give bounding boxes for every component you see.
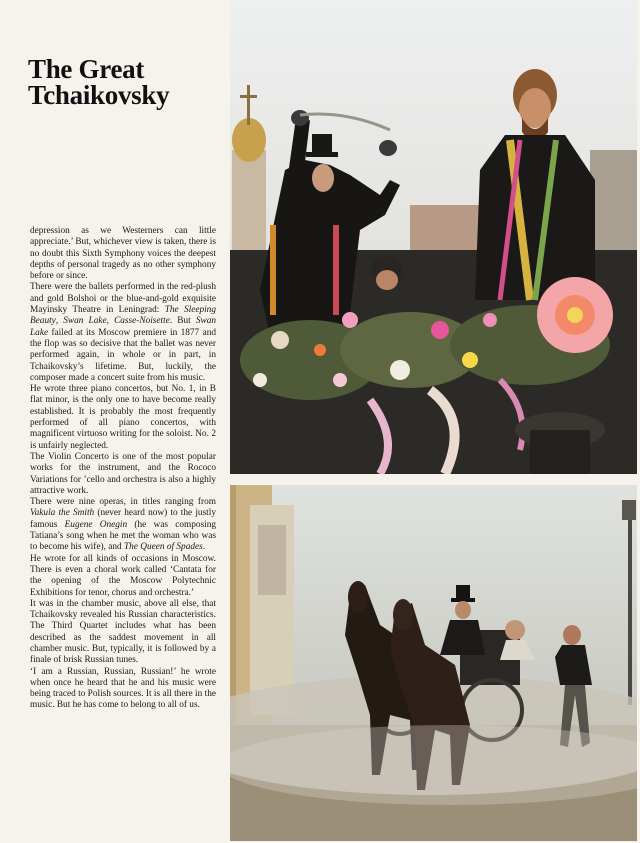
italic-title-text: The Sleeping Beauty (30, 305, 216, 327)
article-body (30, 226, 216, 712)
italic-title-text: Eugene Onegin (64, 519, 128, 530)
paragraph-text: He wrote three piano concertos, but No. 1, in B flat minor, is the only one to have become really established. It is probably the most frequently performed of all piano concertos, with magnificent virtuoso writing for the soloist. No. 2 is unfairly neglected. (30, 384, 216, 451)
paragraph-text: There were the ballets performed in the red-plush and gold Bolshoi or the blue-and-gold exquisite Mayinsky Theatre in Leningrad: (30, 282, 216, 316)
paragraph-text: (never heard now) to the justly famous (30, 508, 216, 530)
article-title (28, 54, 218, 111)
article-title-line-1: The Great (28, 54, 145, 85)
horse-carriage-image (230, 485, 637, 841)
photo-horse-carriage (230, 485, 637, 841)
italic-title-text: The Queen of Spades (123, 542, 203, 553)
paragraph-text: There were nine operas, in titles ranging from (30, 497, 216, 508)
article-paragraph (30, 384, 216, 452)
paragraph-text: (he was composing Tatiana’s song when he met the woman who was to become his wife), and (30, 519, 216, 553)
article-paragraph (30, 452, 216, 497)
italic-title-text: Swan Lake (30, 316, 216, 338)
paragraph-text: The Violin Concerto is one of the most popular works for the instrument, and the Rococo Variations for ’cello and orchestra is also a highly attractive work. (30, 451, 216, 496)
italic-title-text: Vakula the Smith (30, 508, 95, 519)
flower-carriage-image (230, 0, 637, 474)
paragraph-text: failed at its Moscow premiere in 1877 and the flop was so decisive that the ballet was never performed again, in whole or in part, in Tchaikovsky’s lifetime. But, luckily, the composer made a concert suite from his music. (30, 327, 216, 383)
article-paragraph (30, 599, 216, 667)
paragraph-text: It was in the chamber music, above all else, that Tchaikovsky revealed his Russian characteristics. The Third Quartet includes what has been described as the saddest movement in all chamber music. But, typically, it is followed by a finale of brisk Russian tunes. (30, 598, 216, 666)
paragraph-text: ‘I am a Russian, Russian, Russian!’ he wrote when once he heard that he and his music were being traced to Polish sources. It is all there in the music. But he has come to belong to all of us. (30, 666, 216, 711)
article-paragraph (30, 282, 216, 384)
paragraph-text: , (55, 316, 64, 327)
paragraph-text: , (106, 316, 115, 327)
italic-title-text: Swan Lake (63, 316, 107, 327)
paragraph-text: depression as we Westerners can little appreciate.’ But, whichever view is taken, there is no doubt this Sixth Symphony voices the deepest depths of personal tragedy as no other symphony before or since. (30, 226, 216, 282)
article-paragraph (30, 554, 216, 599)
article-paragraph (30, 667, 216, 712)
article-paragraph (30, 226, 216, 282)
paragraph-text: He wrote for all kinds of occasions in Moscow. There is even a choral work called ‘Cantata for the opening of the Moscow Polytechnic Exhibitions for tenor, chorus and orchestra.’ (30, 553, 216, 598)
article-paragraph (30, 497, 216, 553)
paragraph-text: . (202, 542, 206, 553)
paragraph-text: . But (169, 316, 196, 327)
article-title-line-2: Tchaikovsky (28, 80, 170, 111)
italic-title-text: Casse-Noisette (114, 316, 170, 327)
photo-flower-carriage (230, 0, 637, 474)
